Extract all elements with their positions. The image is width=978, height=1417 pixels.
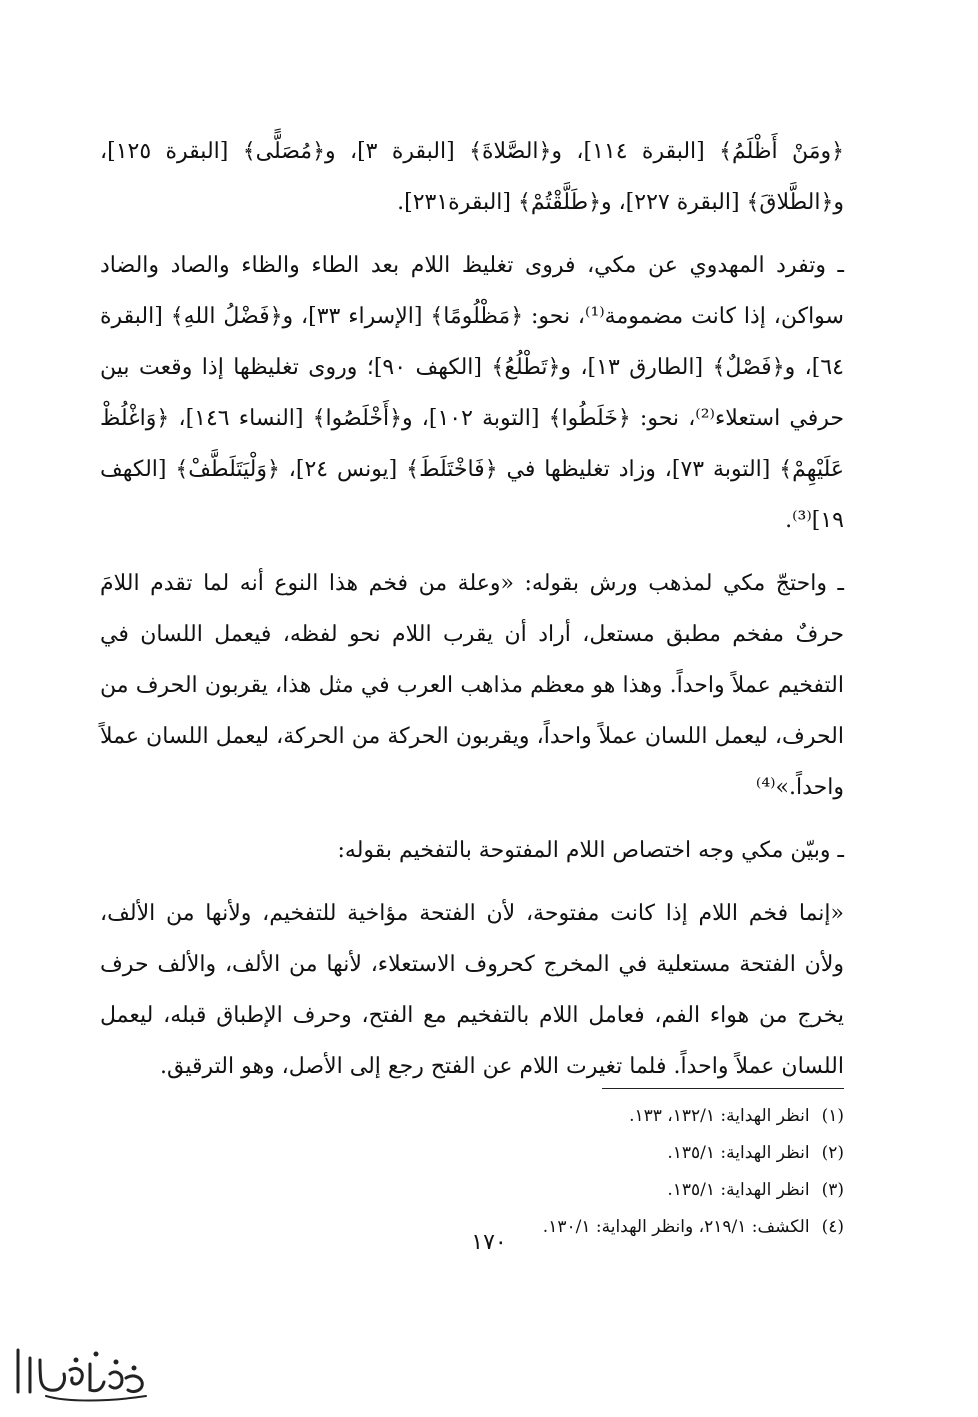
footnote-1 <box>244 1098 844 1135</box>
page-number: ١٧٠ <box>471 1230 507 1255</box>
footnote-3 <box>244 1172 844 1209</box>
footnote-text: انظر الهداية: ١٣٥/١. <box>667 1180 810 1200</box>
footnote-text: الكشف: ٢١٩/١، وانظر الهداية: ١٣٠/١. <box>542 1217 810 1237</box>
calligraphy-logo-icon <box>6 1330 156 1410</box>
footnotes <box>244 1098 844 1246</box>
paragraph-5: «إنما فخم اللام إذا كانت مفتوحة، لأن الفتحة مؤاخية للتفخيم، ولأنها من الألف، ولأن الفتحة مستعلية في المخرج كحروف الاستعلاء، لأنها من الألف، والألف حرف يخرج من هواء الفم، فعامل اللام بالتفخيم مع الفتح، وحرف الإطباق قبله، ليعمل اللسان عملاً واحداً. فلما تغيرت اللام عن الفتح رجع إلى الأصل، وهو الترقيق. <box>100 901 844 1079</box>
footnote-number: (١) <box>821 1106 844 1126</box>
footnote-divider <box>602 1088 844 1089</box>
paragraph-3: ـ واحتجّ مكي لمذهب ورش بقوله: «وعلة من فخم هذا النوع أنه لما تقدم اللامَ حرفٌ مفخم مطبق مستعل، أراد أن يقرب اللام نحو لفظه، فيعمل اللسان في التفخيم عملاً واحداً. وهذا هو معظم مذاهب العرب في مثل هذا، يقربون الحرف من الحرف، ليعمل اللسان عملاً واحداً، ويقربون الحركة من الحركة، ليعمل اللسان عملاً واحداً.»⁽⁴⁾ <box>100 571 844 800</box>
paragraph-4: ـ وبيّن مكي وجه اختصاص اللام المفتوحة بالتفخيم بقوله: <box>337 838 844 863</box>
footnote-number: (٤) <box>821 1217 844 1237</box>
footnote-number: (٣) <box>821 1180 844 1200</box>
footnote-text: انظر الهداية: ١٣٢/١، ١٣٣. <box>629 1106 810 1126</box>
footnote-number: (٢) <box>821 1143 844 1163</box>
footnote-2 <box>244 1135 844 1172</box>
main-text <box>100 126 844 1104</box>
paragraph-2: ـ وتفرد المهدوي عن مكي، فروى تغليظ اللام بعد الطاء والظاء والصاد والضاد سواكن، إذا كانت مضمومة⁽¹⁾، نحو: ﴿مَظْلُومًا﴾ [الإسراء ٣٣]، و﴿فَضْلُ اللهِ﴾ [البقرة ٦٤]، و﴿فَصْلٌ﴾ [الطارق ١٣]، و﴿تَطْلُعُ﴾ [الكهف ٩٠]؛ وروى تغليظها إذا وقعت بين حرفي استعلاء⁽²⁾، نحو: ﴿خَلَطُوا﴾ [التوبة ١٠٢]، و﴿أَخْلَصُوا﴾ [النساء ١٤٦]، ﴿وَاغْلُظْ عَلَيْهِمْ﴾ [التوبة ٧٣]، وزاد تغليظها في ﴿فَاخْتَلَطَ﴾ [يونس ٢٤]، ﴿وَلْيَتَلَطَّفْ﴾ [الكهف ١٩]⁽³⁾. <box>100 253 844 533</box>
footnote-text: انظر الهداية: ١٣٥/١. <box>667 1143 810 1163</box>
paragraph-1: ﴿ومَنْ أَظْلَمُ﴾ [البقرة ١١٤]، و﴿الصَّلاةَ﴾ [البقرة ٣]، و﴿مُصَلًّى﴾ [البقرة ١٢٥]، و﴿الطَّلاقَ﴾ [البقرة ٢٢٧]، و﴿طَلَّقْتُمْ﴾ [البقرة٢٣١]. <box>100 139 844 215</box>
